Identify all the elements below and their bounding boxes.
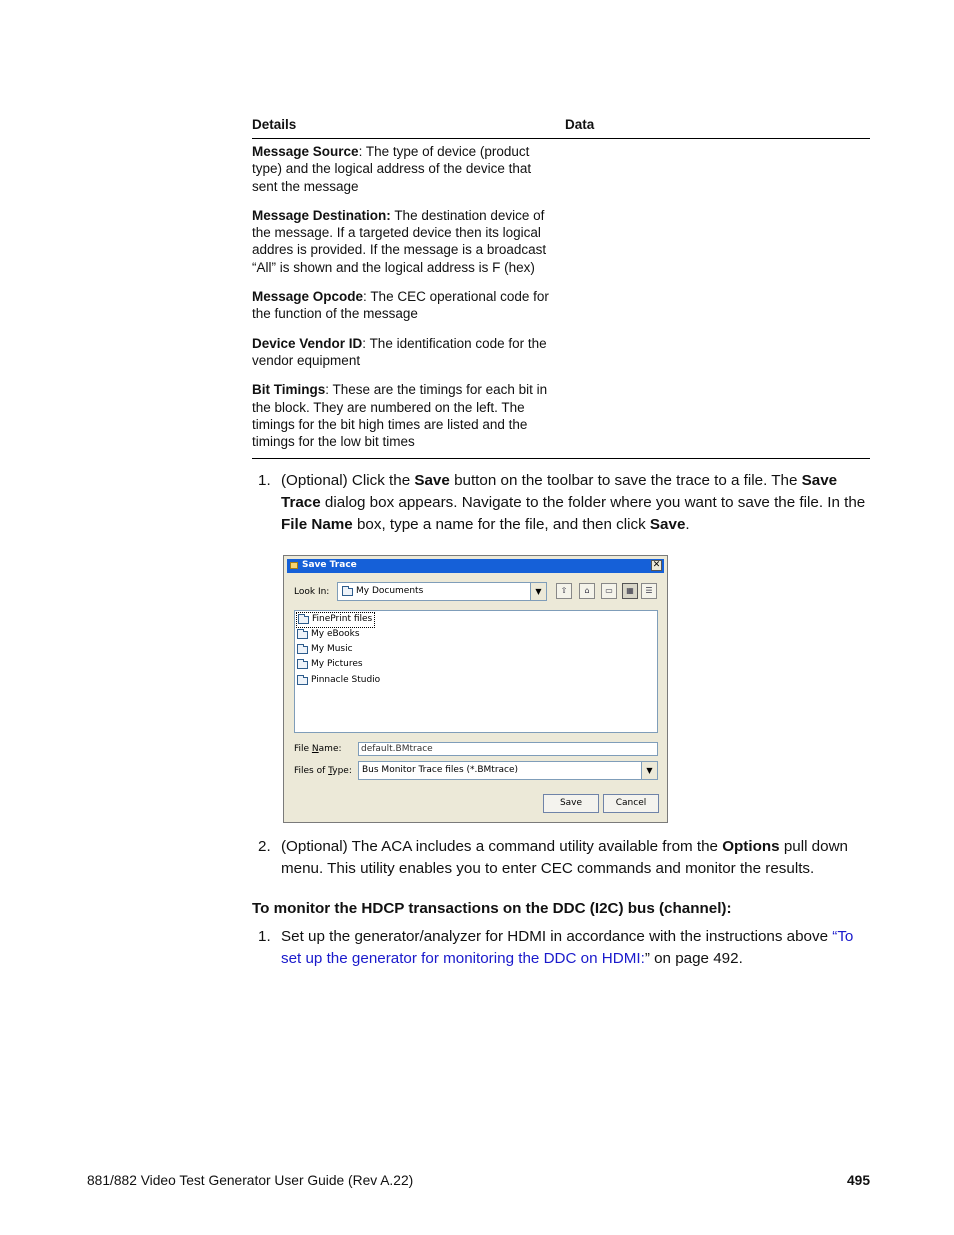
look-in-label: Look In: [294,587,330,597]
label-part: File [294,744,312,754]
look-in-value: My Documents [356,586,424,596]
bold-run: Save Trace [281,472,838,511]
row-sep: : [363,289,371,305]
row-sep: : [358,144,366,159]
folder-icon [297,677,308,685]
bold-run: Save [649,516,686,533]
footer-title: 881/882 Video Test Generator User Guide (Rev A.22) [87,1173,414,1188]
step-number: 1. [258,928,271,945]
row-term: Message Source [252,144,359,159]
text-run: . [685,516,690,533]
home-icon[interactable]: ⌂ [579,583,595,599]
label-part: Files of [294,766,329,776]
java-cup-icon [290,562,298,569]
table-row [252,288,552,323]
table-row [252,381,552,450]
row-desc: These are the timings for each bit in the block. They are numbered on the left. The timings for the bit high times are listed and the timings for the low bit times [252,382,548,450]
mnemonic: N [311,744,319,754]
table-row [252,143,552,195]
table-body [252,139,870,459]
bold-run: Options [722,838,780,855]
step-number: 2. [258,838,271,855]
bold-run: Save [414,472,450,489]
step-text [281,470,871,536]
step-text [281,926,871,970]
cancel-button[interactable]: Cancel [603,794,659,813]
list-item[interactable] [296,612,375,628]
list-view-icon[interactable]: ▦ [622,583,638,599]
header-data: Data [565,117,595,132]
details-table [252,116,870,459]
row-desc: The CEC operational code for the function of the message [252,289,549,322]
step-number: 1. [258,472,271,489]
text-run: ” on page 492. [644,950,743,967]
text-run: pull down menu. This utility enables you to enter CEC commands and monitor the results. [281,838,848,877]
list-item[interactable] [296,658,369,672]
step-text [281,836,871,880]
folder-icon [297,646,308,654]
text-run: (Optional) The ACA includes a command utility available from the [281,838,723,855]
row-term: Bit Timings [252,382,326,398]
row-desc: The destination device of the message. If a targeted device then its logical addres is provided. If the message is a broadcast “All” is shown and the logical address is F (hex) [252,207,547,275]
file-list[interactable] [294,610,658,733]
text-run: dialog box appears. Navigate to the folder where you want to save the file. In the [320,494,866,511]
chevron-down-icon[interactable]: ▼ [530,583,546,600]
row-sep: : [325,382,333,398]
file-name: My Pictures [311,659,363,669]
label-part: ype: [332,766,352,776]
save-trace-dialog [283,555,668,823]
text-run: (Optional) Click the [281,472,415,489]
file-name-label [294,744,342,754]
page-number: 495 [846,1173,870,1188]
cross-reference-link[interactable]: “To set up the generator for monitoring the DDC on HDMI: [281,928,854,967]
table-row [252,335,552,370]
mnemonic: T [328,766,333,776]
list-item[interactable] [296,674,389,688]
look-in-combo[interactable] [337,582,547,601]
text-run: Set up the generator/analyzer for HDMI in accordance with the instructions above [281,928,833,945]
folder-icon [298,616,309,624]
table-row [252,207,552,276]
save-button[interactable]: Save [543,794,599,813]
table-header [252,116,870,139]
file-name-value: default.BMtrace [361,744,433,754]
close-icon[interactable]: ✕ [652,560,661,570]
details-view-icon[interactable]: ☰ [641,583,657,599]
folder-icon [297,631,308,639]
file-name: FinePrint files [312,614,373,624]
header-details: Details [252,117,297,132]
procedure-heading: To monitor the HDCP transactions on the DDC (I2C) bus (channel): [252,900,732,917]
file-name: My eBooks [311,629,360,639]
row-term: Message Opcode [252,289,364,305]
up-folder-icon[interactable]: ⇧ [556,583,572,599]
dialog-title-bar[interactable] [287,559,664,573]
row-term: Device Vendor ID [252,335,363,351]
list-item[interactable] [296,643,369,657]
folder-icon [342,588,353,596]
files-of-type-value: Bus Monitor Trace files (*.BMtrace) [362,765,519,775]
text-run: box, type a name for the file, and then click [352,516,650,533]
new-folder-icon[interactable]: ▭ [601,583,617,599]
label-part: ame: [318,744,342,754]
row-sep: : [362,335,370,351]
dialog-title: Save Trace [302,560,357,570]
files-of-type-combo[interactable] [358,761,658,780]
bold-run: File Name [281,516,353,533]
row-term: Message Destination: [252,207,391,223]
folder-icon [297,661,308,669]
row-desc: The type of device (product type) and the logical address of the device that sent the message [252,144,532,194]
text-run: button on the toolbar to save the trace to a file. The [449,472,802,489]
list-item[interactable] [296,628,369,642]
files-of-type-label [294,766,352,776]
file-name: My Music [311,644,353,654]
row-desc: The identification code for the vendor equipment [252,335,547,368]
chevron-down-icon[interactable]: ▼ [641,762,657,779]
file-name: Pinnacle Studio [311,675,381,685]
file-name-input[interactable] [358,742,658,756]
